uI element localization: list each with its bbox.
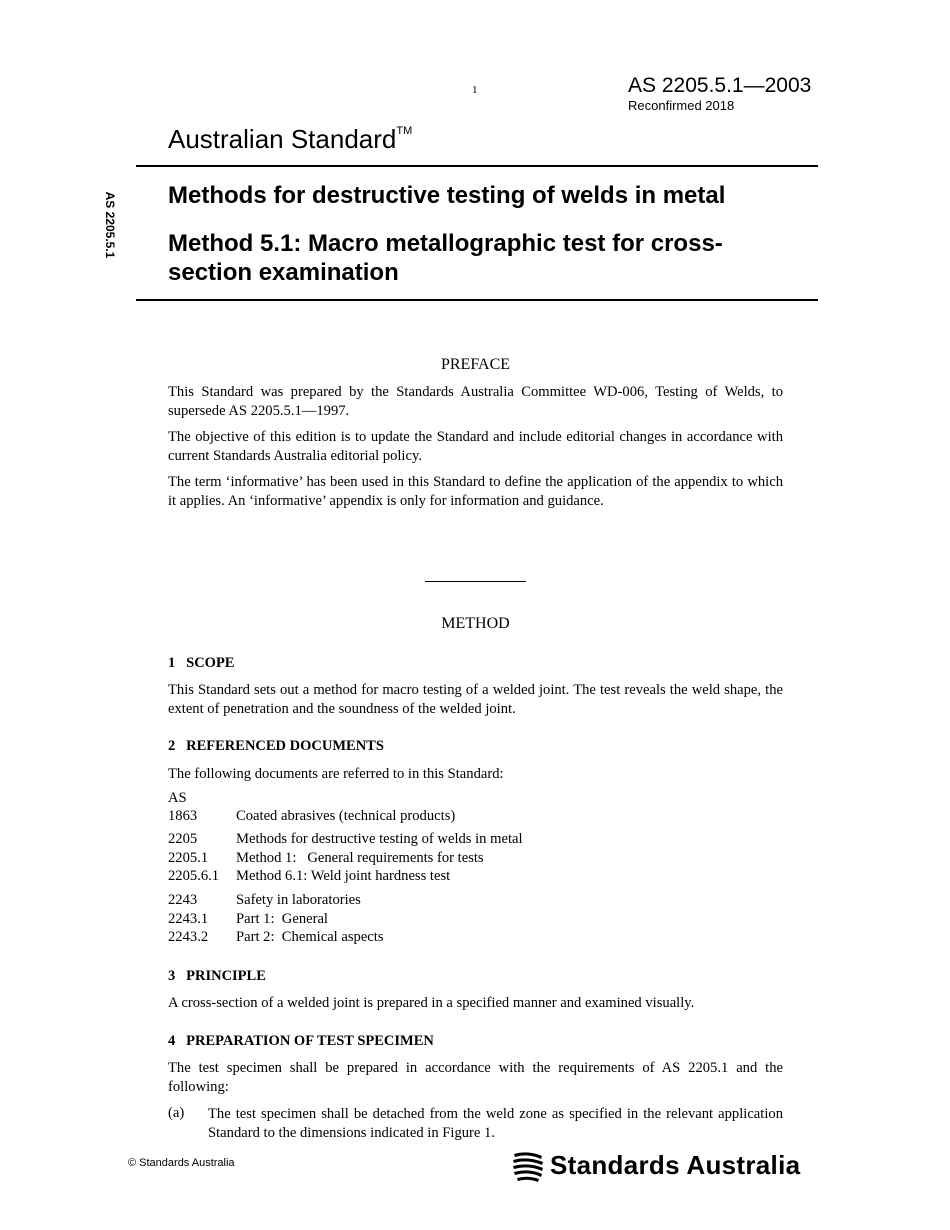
references-intro: The following documents are referred to in this Standard:: [168, 766, 504, 782]
scope-text: This Standard sets out a method for macro testing of a welded joint. The test reveals the weld shape, the extent of penetration and the soundness of the welded joint.: [168, 682, 783, 717]
series-label: [168, 124, 412, 155]
references-heading: 2 REFERENCED DOCUMENTS: [168, 738, 384, 754]
reference-description: Coated abrasives (technical products): [236, 808, 456, 824]
list-item-label: (a): [168, 1105, 185, 1121]
method-title: Method 5.1: Macro metallographic test for cross-section examination: [168, 230, 723, 286]
preparation-heading: 4 PREPARATION OF TEST SPECIMEN: [168, 1033, 434, 1049]
scope-heading: 1 SCOPE: [168, 655, 235, 671]
reference-code: 2205.1: [168, 850, 209, 866]
reference-code: 2243.1: [168, 911, 209, 927]
principle-text: A cross-section of a welded joint is prepared in a specified manner and examined visually.: [168, 995, 695, 1011]
section-divider: [425, 581, 526, 582]
logo-mark-icon: [510, 1148, 546, 1184]
reference-code: 2243: [168, 892, 198, 908]
preface-paragraph: The objective of this edition is to update the Standard and include editorial changes in accordance with current Standards Australia editorial policy.: [168, 429, 783, 464]
page-number: 1: [472, 84, 478, 96]
preface-paragraph: The term ‘informative’ has been used in this Standard to define the application of the appendix to which it applies. An ‘informative’ appendix is only for information and guidance.: [168, 474, 783, 509]
reference-description: Methods for destructive testing of welds in metal: [236, 831, 523, 847]
preface-heading: PREFACE: [440, 356, 511, 373]
references-prefix: AS: [168, 790, 187, 806]
reference-description: Part 1: General: [236, 911, 328, 927]
logo-text: Standards Australia: [550, 1150, 801, 1180]
standards-australia-logo-icon: [510, 1148, 546, 1189]
title-top-rule: [136, 165, 818, 167]
copyright-notice: © Standards Australia: [128, 1157, 235, 1169]
trademark-mark: TM: [396, 125, 413, 138]
reference-code: 2205.6.1: [168, 868, 220, 884]
principle-heading: 3 PRINCIPLE: [168, 968, 266, 984]
reference-description: Method 6.1: Weld joint hardness test: [236, 868, 451, 884]
reference-description: Safety in laboratories: [236, 892, 361, 908]
reference-code: 1863: [168, 808, 198, 824]
document-title: Methods for destructive testing of welds in metal: [168, 182, 726, 209]
list-item-text: The test specimen shall be detached from the weld zone as specified in the relevant application Standard to the dimensions indicated in Figure 1.: [208, 1106, 783, 1141]
reconfirmed-date: Reconfirmed 2018: [628, 98, 735, 113]
series-label-text: Australian Standard: [168, 124, 397, 154]
title-bottom-rule: [136, 299, 818, 301]
reference-code: 2205: [168, 831, 198, 847]
standard-number: AS 2205.5.1—2003: [628, 74, 812, 97]
reference-description: Method 1: General requirements for tests: [236, 850, 484, 866]
preface-paragraph: This Standard was prepared by the Standards Australia Committee WD-006, Testing of Welds, to supersede AS 2205.5.1—1997.: [168, 384, 783, 419]
reference-description: Part 2: Chemical aspects: [236, 929, 384, 945]
reference-code: 2243.2: [168, 929, 209, 945]
side-standard-label: AS 2205.5.1: [103, 191, 117, 259]
method-heading: METHOD: [441, 615, 510, 632]
preparation-text: The test specimen shall be prepared in accordance with the requirements of AS 2205.1 and the following:: [168, 1060, 783, 1095]
